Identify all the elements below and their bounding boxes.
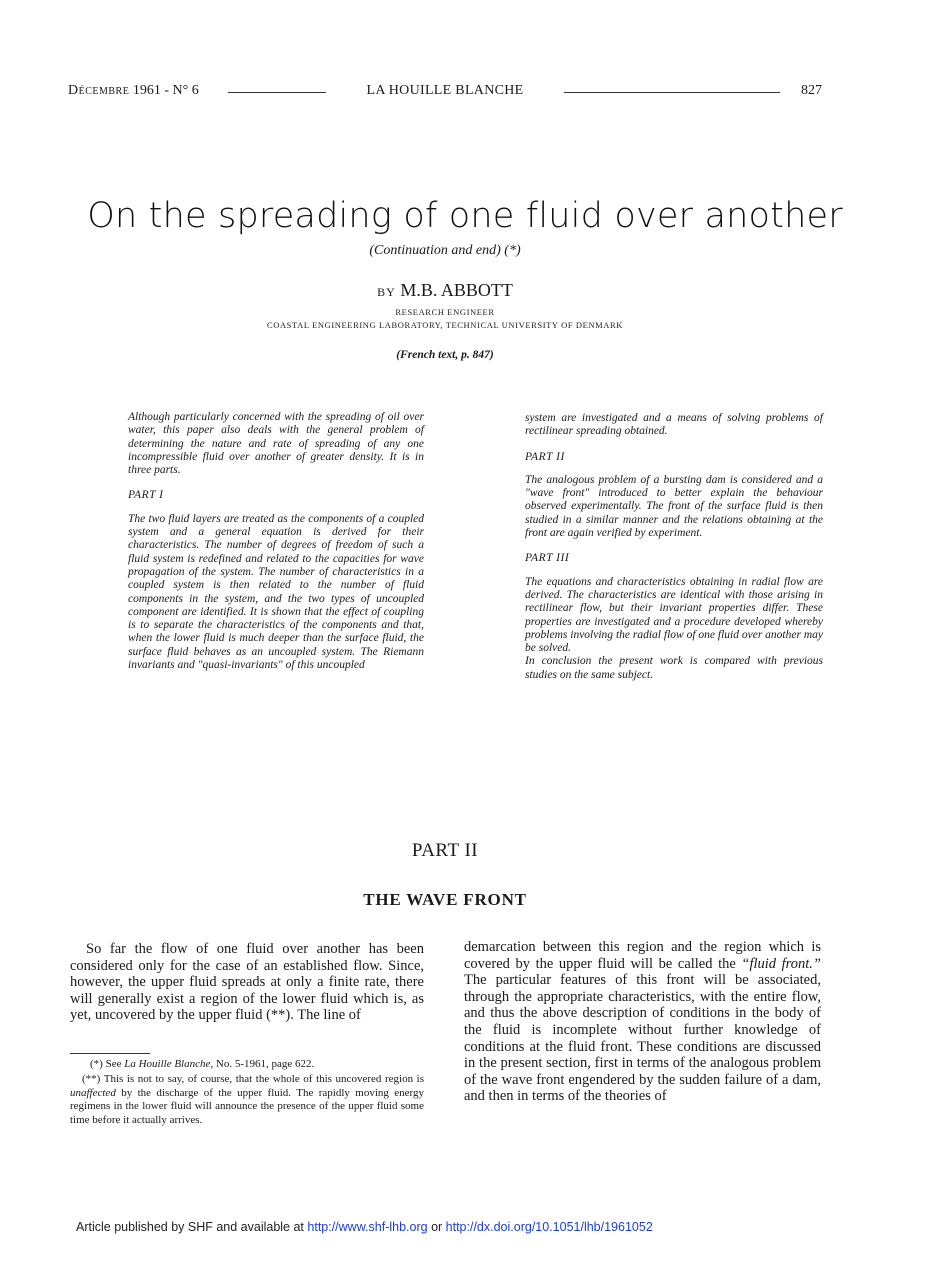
shf-link[interactable]: http://www.shf-lhb.org [307,1220,428,1234]
issue-info [68,83,199,99]
abstract-part2-heading: PART II [525,450,565,463]
author-byline [0,280,890,301]
abstract-part2-text: The analogous problem of a bursting dam is considered and a "wave front" introduced to better explain the behaviour observed experimentally. The front of the surface fluid is then studied in a similar manner and the relations obtaining at the front are again verified by experiment. [525,473,823,540]
abstract-column-left [128,411,424,672]
running-header [68,83,822,101]
abstract-part3-text: The equations and characteristics obtaining in radial flow are derived. The characteristics are identical with those arising in rectilinear flow, but their invariant properties differ. These properties are investigated and a procedure developed whereby problems involving the radial flow of one fluid over another may be solved. [525,575,823,655]
author-role: RESEARCH ENGINEER [395,307,495,317]
abstract-part1-heading: PART I [128,489,164,502]
abstract-column-right [525,412,823,682]
footnote-1 [70,1058,424,1072]
body-text-a: demarcation between this region and the region which is covered by the upper fluid will be called the [464,939,821,972]
page-number: 827 [801,83,822,98]
body-column-right [464,939,821,1105]
author-name: M.B. ABBOTT [400,280,513,300]
publication-footer [76,1220,653,1234]
abstract-part1-continued: system are investigated and a means of solving problems of rectilinear spreading obtained. [525,412,823,438]
doi-link[interactable]: http://dx.doi.org/10.1051/lhb/1961052 [445,1220,653,1234]
journal-name: LA HOUILLE BLANCHE [366,83,524,98]
article-subtitle: (Continuation and end) (*) [369,243,521,258]
footnote-2-text-a: (**) This is not to say, of course, that the whole of this uncovered region is [82,1073,424,1085]
abstract-intro: Although particularly concerned with the spreading of oil over water, this paper also deals with the general problem of determining the nature and rate of spreading of any one incompressible fluid over another of greater density. It is in three parts. [128,411,424,477]
author-institution: COASTAL ENGINEERING LABORATORY, TECHNICAL UNIVERSITY OF DENMARK [266,320,624,330]
header-rule-right [564,92,780,93]
section-part-label: PART II [411,840,479,861]
by-label: BY [377,285,396,299]
footnote-2-text-b: by the discharge of the upper fluid. The rapidly moving energy regimens in the lower fluid will announce the presence of the upper fluid some time before it actually arrives. [70,1086,424,1126]
header-rule-left [228,92,326,93]
section-heading: THE WAVE FRONT [363,890,527,909]
body-text-b: The particular features of this front will be associated, through the appropriate characteristics, with the entire flow, and thus the above description of conditions in the body of the fluid is incomplete without further knowledge of conditions at the fluid front. These conditions are discussed in the present section, first in terms of the analogous problem of the wave front engendered by the sudden failure of a dam, and then in terms of the theories of [464,972,821,1105]
footer-or: or [427,1220,446,1234]
abstract-part1-text: The two fluid layers are treated as the components of a coupled system and a general equation is derived for their characteristics. The number of degrees of freedom of such a fluid system is redefined and related to the capacities for wave propagation of the system. The number of characteristics in a coupled system is then related to the number of fluid components in the system, and the two types of uncoupled component are identified. It is shown that the effect of coupling is to separate the characteristics of the components and that, when the lower fluid is much deeper than the surface fluid, the surface fluid behaves as an uncoupled system. The Riemann invariants and "quasi-invariants" of this uncoupled [128,512,424,672]
body-column-left: So far the flow of one fluid over another has been considered only for the case of an established flow. Since, however, the upper fluid spreads at only a finite rate, there will generally exist a region of the lower fluid which is, as yet, uncovered by the upper fluid (**). The line of [70,941,424,1024]
footer-prefix: Article published by SHF and available at [76,1220,308,1234]
french-text-ref: (French text, p. 847) [396,349,494,361]
footnote-1-mark: (*) See [90,1058,125,1070]
footnote-rule [70,1053,150,1054]
footnote-2 [70,1073,424,1127]
fluid-front-term: “fluid front.” [741,955,821,972]
abstract-part3-heading: PART III [525,552,570,565]
issue-month: Décembre [68,83,130,98]
footnote-2-em: unaffected [70,1086,116,1099]
footnote-1-journal: La Houille Blanche [124,1058,211,1070]
article-title: On the spreading of one fluid over another [87,196,843,236]
issue-number: 1961 - N° 6 [132,83,199,98]
abstract-conclusion: In conclusion the present work is compared with previous studies on the same subject. [525,655,823,681]
footnote-1-rest: , No. 5-1961, page 622. [210,1058,315,1070]
